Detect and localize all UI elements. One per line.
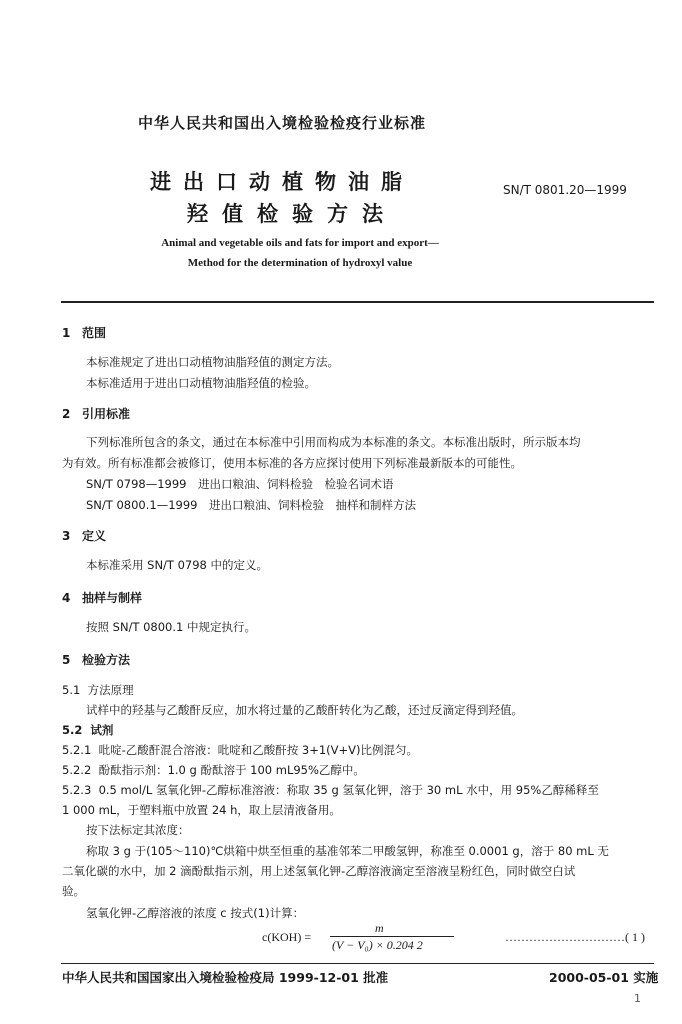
section-2-heading: 2 引用标准 (62, 407, 131, 421)
clause-5-2-3: 5.2.3 0.5 mol/L 氢氧化钾-乙醇标准溶液：称取 35 g 氢氧化钾，溶于 30 mL 水中，用 95%乙醇稀释至 (62, 783, 599, 797)
formula-numerator: m (375, 921, 384, 935)
formula-denominator: (V − V₀) × 0.204 2 (332, 938, 423, 952)
subsection-5-1-para: 试样中的羟基与乙酸酐反应，加水将过量的乙酸酐转化为乙酸，还过反滴定得到羟值。 (86, 703, 523, 717)
subsection-5-1-heading: 5.1 方法原理 (62, 683, 134, 697)
header-divider (61, 301, 654, 303)
page-number: 1 (634, 992, 641, 1005)
clause-5-2-3-para-2: 按下法标定其浓度： (86, 823, 190, 837)
document-title-line1: 进出口动植物油脂 (150, 170, 414, 194)
clause-5-2-3-para-3: 称取 3 g 于(105～110)℃烘箱中烘至恒重的基准邻苯二甲酸氢钾，称准至 0.0001 g，溶于 80 mL 无 (86, 844, 609, 858)
section-4-para-1: 按照 SN/T 0800.1 中规定执行。 (86, 620, 257, 634)
clause-5-2-3-para-4: 氢氧化钾-乙醇溶液的浓度 c 按式(1)计算： (86, 906, 305, 920)
section-5-heading: 5 检验方法 (62, 653, 131, 667)
approval-statement: 中华人民共和国国家出入境检验检疫局 1999-12-01 批准 (62, 970, 389, 985)
section-4-heading: 4 抽样与制样 (62, 591, 143, 605)
footer-divider (61, 963, 654, 964)
english-title-line1: Animal and vegetable oils and fats for import and export— (161, 237, 439, 249)
clause-5-2-3-cont: 1 000 mL，于塑料瓶中放置 24 h，取上层清液备用。 (62, 803, 341, 817)
reference-item-2: SN/T 0800.1—1999 进出口粮油、饲料检验 抽样和制样方法 (86, 498, 416, 512)
section-1-heading: 1 范围 (62, 326, 107, 340)
section-1-para-2: 本标准适用于进出口动植物油脂羟值的检验。 (86, 376, 316, 390)
implementation-date: 2000-05-01 实施 (549, 970, 659, 985)
standard-number: SN/T 0801.20—1999 (503, 183, 627, 197)
section-3-para-1: 本标准采用 SN/T 0798 中的定义。 (86, 558, 269, 572)
equation-number: …………………………( 1 ) (505, 930, 645, 944)
subsection-5-2-heading: 5.2 试剂 (62, 723, 114, 737)
issuing-category-title: 中华人民共和国出入境检验检疫行业标准 (138, 114, 427, 132)
formula-lhs: c(KOH) = (262, 930, 312, 944)
document-title-line2: 羟值检验方法 (187, 202, 397, 226)
clause-5-2-2: 5.2.2 酚酞指示剂：1.0 g 酚酞溶于 100 mL95%乙醇中。 (62, 763, 365, 777)
section-2-para-1: 下列标准所包含的条文，通过在本标准中引用而构成为本标准的条文。本标准出版时，所示版本均 (86, 435, 581, 449)
section-2-para-1b: 为有效。所有标准都会被修订，使用本标准的各方应探讨使用下列标准最新版本的可能性。 (62, 456, 522, 470)
reference-item-1: SN/T 0798—1999 进出口粮油、饲料检验 检验名词术语 (86, 477, 394, 491)
fraction-bar (330, 936, 454, 937)
clause-5-2-3-para-3b: 二氧化碳的水中，加 2 滴酚酞指示剂，用上述氢氧化钾-乙醇溶液滴定至溶液呈粉红色，同时做空白试 (62, 864, 576, 878)
clause-5-2-1: 5.2.1 吡啶-乙酸酐混合溶液：吡啶和乙酸酐按 3+1(V+V)比例混匀。 (62, 743, 418, 757)
section-3-heading: 3 定义 (62, 529, 107, 543)
section-1-para-1: 本标准规定了进出口动植物油脂羟值的测定方法。 (86, 355, 339, 369)
english-title-line2: Method for the determination of hydroxyl value (187, 257, 413, 269)
clause-5-2-3-para-3c: 验。 (62, 884, 85, 898)
